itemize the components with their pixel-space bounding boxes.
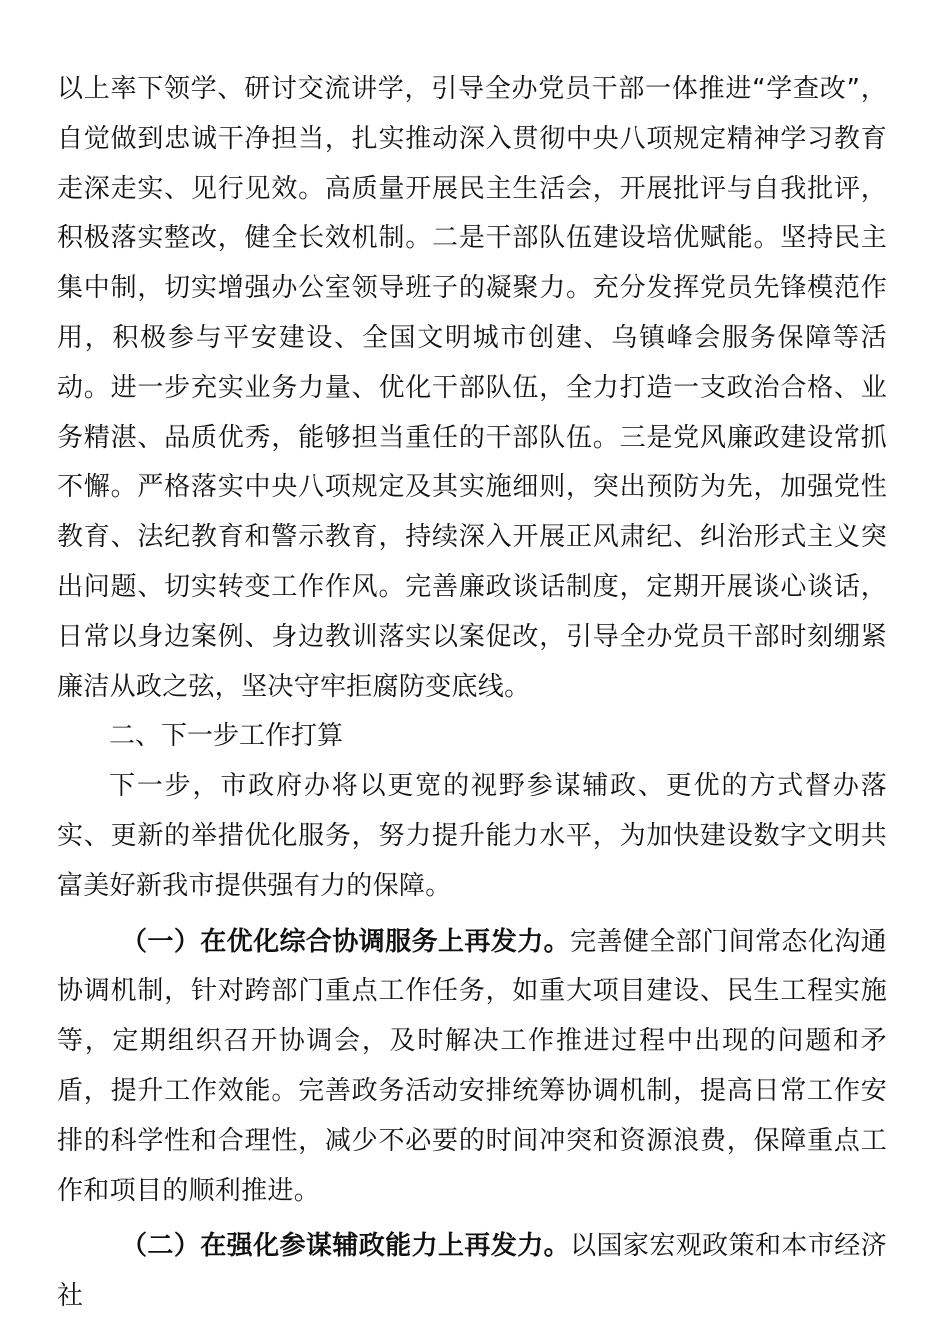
item-coordination-body: 完善健全部门间常态化沟通协调机制，针对跨部门重点工作任务，如重大项目建设、民生工程实施等，定期组织召开协调会，及时解决工作推进过程中出现的问题和矛盾，提升工作效能。完善政务活动安排统筹协调机制，提高日常工作安排的科学性和合理性，减少不必要的时间冲突和资源浪费，保障重点工作和项目的顺利推进。 (57, 926, 887, 1206)
section-heading-next-steps: 二、下一步工作打算 (109, 721, 344, 752)
item-coordination (57, 918, 887, 1217)
document-body (57, 65, 887, 1322)
paragraph-party-building: 以上率下领学、研讨交流讲学，引导全办党员干部一体推进“学查改”，自觉做到忠诚干净担当，扎实推动深入贯彻中央八项规定精神学习教育走深走实、见行见效。高质量开展民主生活会，开展批评与自我批评，积极落实整改，健全长效机制。二是干部队伍建设培优赋能。坚持民主集中制，切实增强办公室领导班子的凝聚力。充分发挥党员先锋模范作用，积极参与平安建设、全国文明城市创建、乌镇峰会服务保障等活动。进一步充实业务力量、优化干部队伍，全力打造一支政治合格、业务精湛、品质优秀，能够担当重任的干部队伍。三是党风廉政建设常抓不懈。严格落实中央八项规定及其实施细则，突出预防为先，加强党性教育、法纪教育和警示教育，持续深入开展正风肃纪、纠治形式主义突出问题、切实转变工作作风。完善廉政谈话制度，定期开展谈心谈话，日常以身边案例、身边教训落实以案促改，引导全办党员干部时刻绷紧廉洁从政之弦，坚决守牢拒腐防变底线。 (57, 74, 887, 702)
item-advisory-body: 以国家宏观政策和本市经济社 (57, 1231, 887, 1312)
paragraph-next-steps-intro: 下一步，市政府办将以更宽的视野参谋辅政、更优的方式督办落实、更新的举措优化服务，努力提升能力水平，为加快建设数字文明共富美好新我市提供强有力的保障。 (57, 771, 887, 901)
item-coordination-title: （一）在优化综合协调服务上再发力。 (121, 926, 571, 957)
item-advisory-title: （二）在强化参谋辅政能力上再发力。 (121, 1231, 571, 1262)
item-advisory (57, 1222, 887, 1322)
